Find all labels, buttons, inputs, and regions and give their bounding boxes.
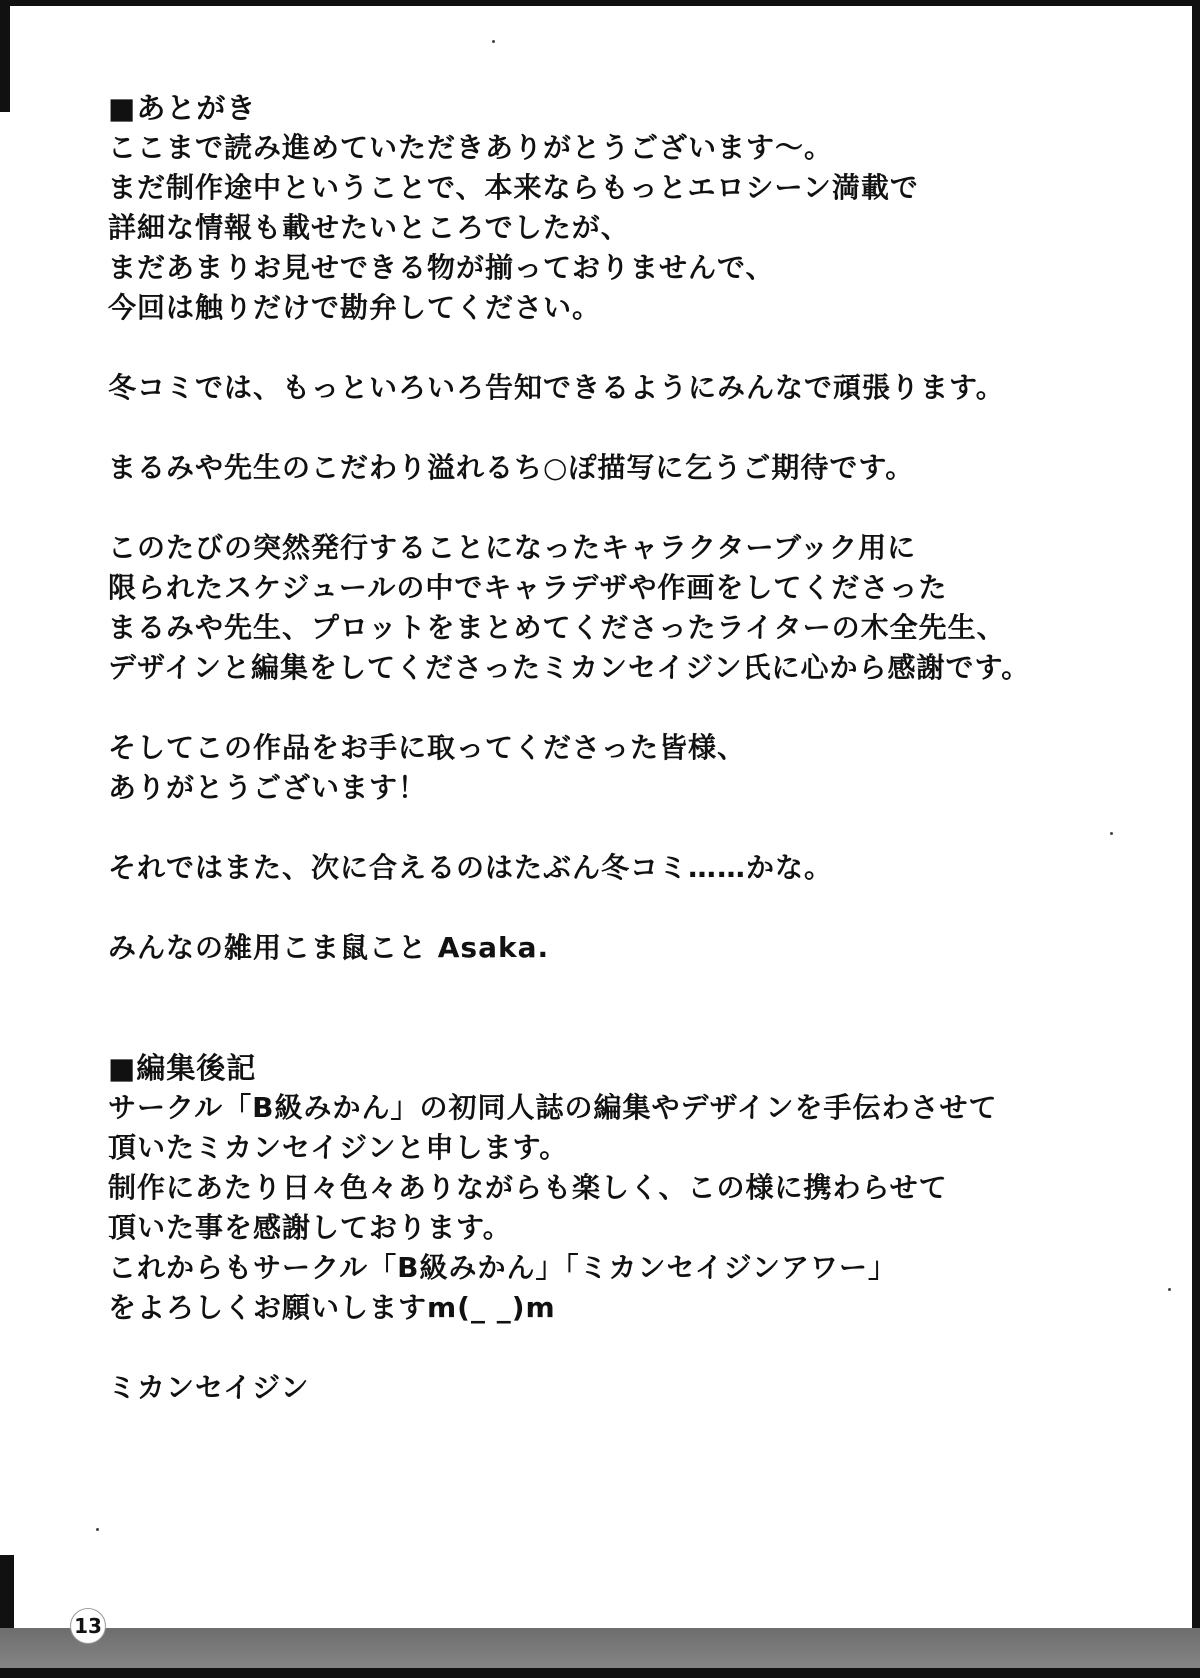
text-line: デザインと編集をしてくださったミカンセイジン氏に心から感謝です。 xyxy=(108,651,1031,684)
paragraph xyxy=(108,728,1128,808)
scan-edge-right xyxy=(1192,0,1200,1678)
paragraph xyxy=(108,448,1128,488)
paragraph xyxy=(108,1088,1128,1328)
page-number: 13 xyxy=(70,1608,106,1644)
scan-edge-top xyxy=(0,0,1200,6)
section-title: ■あとがき xyxy=(108,91,257,125)
page-content xyxy=(108,88,1128,1408)
text-line: 冬コミでは、もっといろいろ告知できるようにみんなで頑張ります。 xyxy=(108,371,1005,404)
text-line: ミカンセイジン xyxy=(108,1371,310,1404)
text-line: をよろしくお願いしますm(_ _)m xyxy=(108,1291,556,1324)
section-spacer xyxy=(108,968,1128,1048)
afterword-section xyxy=(108,88,1128,968)
text-line: 頂いた事を感謝しております。 xyxy=(108,1211,512,1244)
signature-paragraph xyxy=(108,928,1128,968)
text-line: まだあまりお見せできる物が揃っておりませんで、 xyxy=(108,251,775,284)
text-line: サークル「B級みかん」の初同人誌の編集やデザインを手伝わさせて xyxy=(108,1091,998,1124)
text-line: 詳細な情報も載せたいところでしたが、 xyxy=(108,211,630,244)
text-line: ありがとうございます！ xyxy=(108,771,428,804)
scan-edge-bottom xyxy=(0,1668,1200,1678)
text-line: 今回は触りだけで勘弁してください。 xyxy=(108,291,602,324)
scan-speck xyxy=(96,1528,99,1531)
paragraph xyxy=(108,848,1128,888)
editor-notes-section xyxy=(108,1048,1128,1408)
text-line: これからもサークル「B級みかん」「ミカンセイジンアワー」 xyxy=(108,1251,897,1284)
text-line: 限られたスケジュールの中でキャラデザや作画をしてくださった xyxy=(108,571,948,604)
paragraph xyxy=(108,368,1128,408)
section-title: ■編集後記 xyxy=(108,1051,257,1085)
text-line: このたびの突然発行することになったキャラクターブック用に xyxy=(108,531,917,564)
paragraph xyxy=(108,128,1128,328)
signature-paragraph xyxy=(108,1368,1128,1408)
text-line: 制作にあたり日々色々ありながらも楽しく、この様に携わらせて xyxy=(108,1171,948,1204)
text-line: まだ制作途中ということで、本来ならもっとエロシーン満載で xyxy=(108,171,919,204)
text-line: ここまで読み進めていただきありがとうございます～。 xyxy=(108,131,834,164)
scan-speck xyxy=(1168,1288,1171,1291)
scan-edge-left-top xyxy=(0,0,10,112)
text-line: そしてこの作品をお手に取ってくださった皆様、 xyxy=(108,731,747,764)
text-line: みんなの雑用こま鼠こと Asaka. xyxy=(108,931,550,964)
scan-speck xyxy=(492,40,495,43)
footer-bar xyxy=(0,1628,1200,1668)
text-line: 頂いたミカンセイジンと申します。 xyxy=(108,1131,569,1164)
text-line: まるみや先生のこだわり溢れるち○ぽ描写に乞うご期待です。 xyxy=(108,451,915,484)
text-line: まるみや先生、プロットをまとめてくださったライターの木全先生、 xyxy=(108,611,1006,644)
text-line: それではまた、次に合えるのはたぶん冬コミ……かな。 xyxy=(108,851,834,884)
paragraph xyxy=(108,528,1128,688)
